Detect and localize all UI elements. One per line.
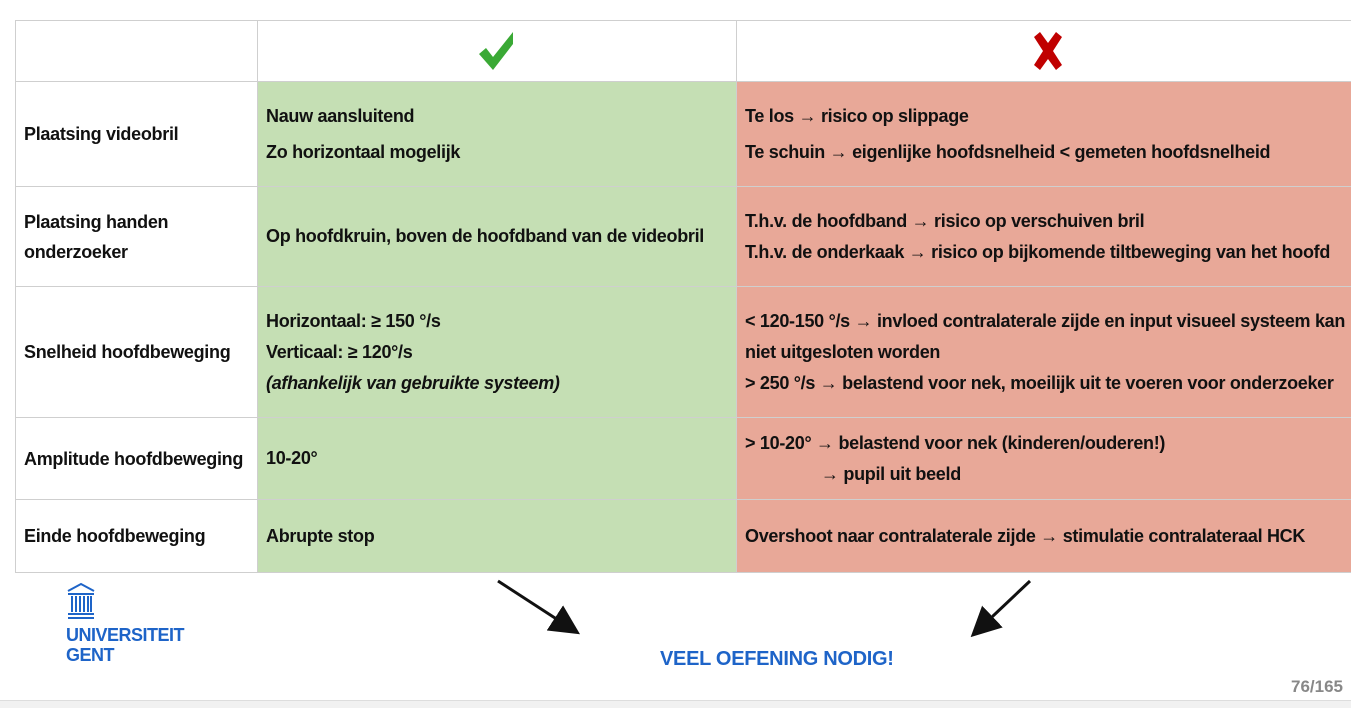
row-label: Snelheid hoofdbeweging <box>16 287 258 418</box>
row-label: Einde hoofdbeweging <box>16 500 258 573</box>
arrow-right-icon <box>975 581 1030 633</box>
incorrect-text: < 120-150 °/s → invloed contralaterale zijde en input visueel systeem kan niet uitgesloten worden <box>745 306 1351 368</box>
incorrect-text: Overshoot naar contralaterale zijde → stimulatie contralateraal HCK <box>745 521 1351 552</box>
incorrect-text: Te schuin → eigenlijke hoofdsnelheid < gemeten hoofdsnelheid <box>745 134 1351 170</box>
correct-note: (afhankelijk van gebruikte systeem) <box>266 368 728 399</box>
incorrect-text: > 10-20° → belastend voor nek (kinderen/ouderen!) <box>745 428 1351 459</box>
correct-text: Abrupte stop <box>266 521 728 552</box>
row-label: Plaatsing handen onderzoeker <box>16 187 258 287</box>
incorrect-text: Te los → risico op slippage <box>745 98 1351 134</box>
row-label: Plaatsing videobril <box>16 82 258 187</box>
correct-text: 10-20° <box>266 443 728 474</box>
university-logo <box>66 582 184 665</box>
callout-text: VEEL OEFENING NODIG! <box>660 648 894 671</box>
incorrect-text: T.h.v. de hoofdband → risico op verschuiven bril <box>745 206 1351 237</box>
university-building-icon <box>66 582 96 620</box>
correct-text: Horizontaal: ≥ 150 °/s <box>266 306 728 337</box>
correct-text: Op hoofdkruin, boven de hoofdband van de videobril <box>266 221 728 252</box>
incorrect-text: → pupil uit beeld <box>745 459 1351 490</box>
page-indicator: 76/165 <box>1291 677 1343 697</box>
correct-text: Verticaal: ≥ 120°/s <box>266 337 728 368</box>
logo-line-1: UNIVERSITEIT <box>66 625 184 645</box>
correct-text: Nauw aansluitend <box>266 98 728 134</box>
correct-text: Zo horizontaal mogelijk <box>266 134 728 170</box>
arrow-left-icon <box>498 581 575 631</box>
incorrect-text: T.h.v. de onderkaak → risico op bijkomende tiltbeweging van het hoofd <box>745 237 1351 268</box>
logo-line-2: GENT <box>66 645 184 665</box>
incorrect-text: > 250 °/s → belastend voor nek, moeilijk uit te voeren voor onderzoeker <box>745 368 1351 399</box>
row-label: Amplitude hoofdbeweging <box>16 418 258 500</box>
